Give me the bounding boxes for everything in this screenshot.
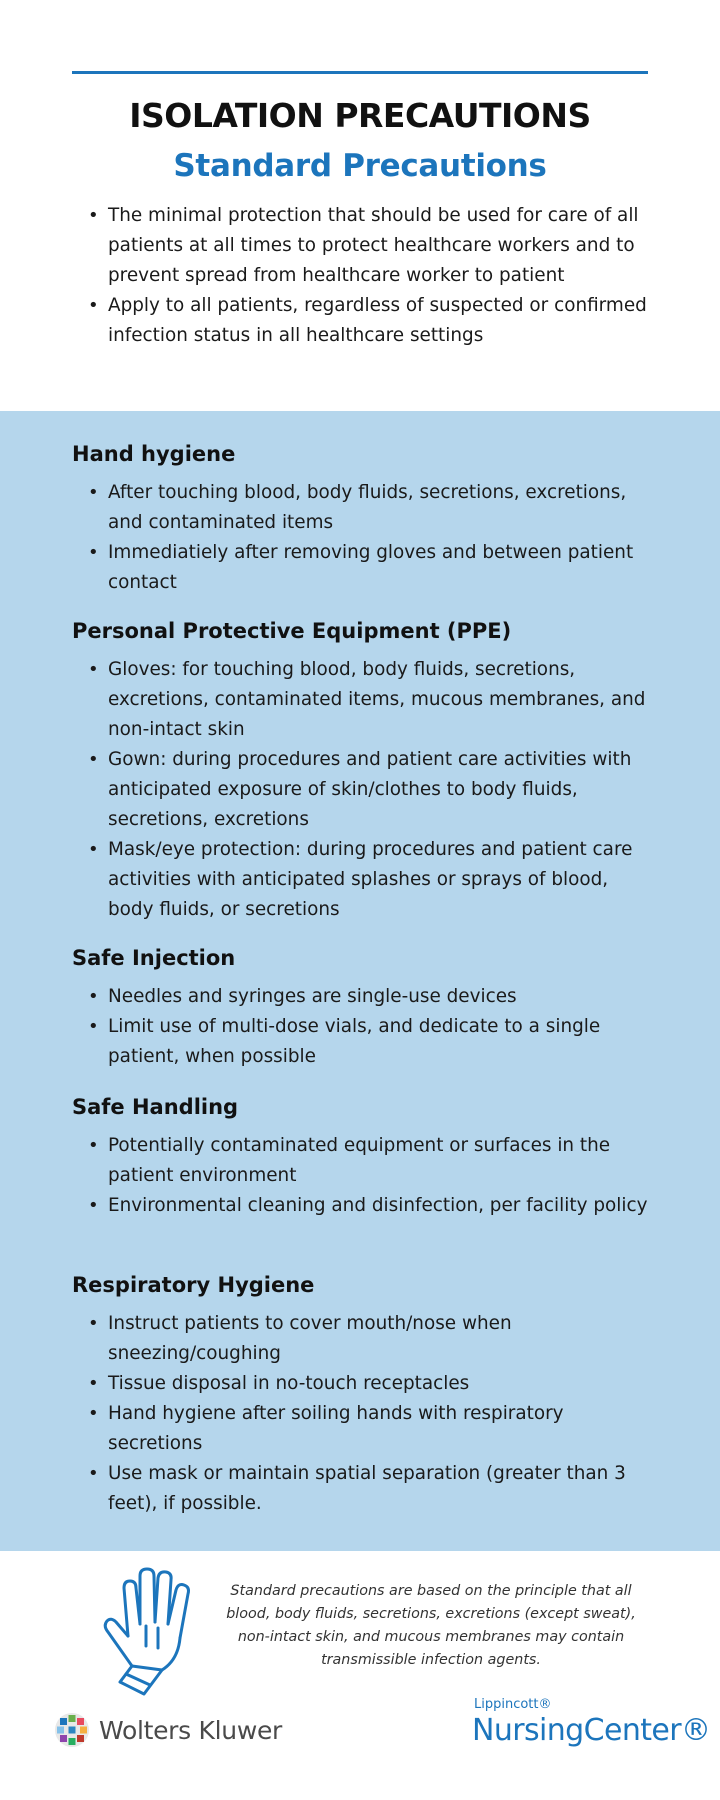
section-safe-handling (72, 1093, 672, 1221)
page-title: ISOLATION PRECAUTIONS (129, 96, 591, 135)
section-heading: Personal Protective Equipment (PPE) (72, 619, 512, 643)
list-item: • Limit use of multi-dose vials, and dedicate to a single patient, when possible (88, 1012, 656, 1072)
intro-item: • Apply to all patients, regardless of suspected or confirmed infection status in all healthcare settings (88, 291, 668, 351)
section-safe-injection (72, 944, 672, 1072)
section-heading: Respiratory Hygiene (72, 1273, 315, 1297)
list-item: • Immediatiely after removing gloves and between patient contact (88, 538, 656, 598)
section-respiratory-hygiene (72, 1271, 672, 1519)
list-item: • Hand hygiene after soiling hands with respiratory secretions (88, 1399, 656, 1459)
section-ppe (72, 617, 672, 925)
list-item: • Instruct patients to cover mouth/nose when sneezing/coughing (88, 1309, 656, 1369)
list-item: • After touching blood, body fluids, secretions, excretions, and contaminated items (88, 478, 656, 538)
section-list (88, 655, 656, 925)
nursingcenter-logo (472, 1697, 711, 1750)
section-hand-hygiene (72, 440, 672, 598)
section-list (88, 1131, 656, 1221)
footnote: Standard precautions are based on the principle that all blood, body fluids, secretions, excretions (except sweat), non-intact skin, and mucous membranes may contain transmissible infection agents. (226, 1583, 636, 1668)
brand-small: Lippincott® (474, 1697, 552, 1712)
list-item: • Environmental cleaning and disinfection, per facility policy (88, 1191, 656, 1221)
section-heading: Safe Injection (72, 946, 236, 970)
glove-icon (100, 1566, 220, 1696)
list-item: • Potentially contaminated equipment or surfaces in the patient environment (88, 1131, 656, 1191)
publisher-name: Wolters Kluwer (99, 1715, 283, 1745)
list-item: • Use mask or maintain spatial separation (greater than 3 feet), if possible. (88, 1459, 656, 1519)
intro-list (88, 201, 668, 351)
section-list (88, 982, 656, 1072)
list-item: • Mask/eye protection: during procedures and patient care activities with anticipated splashes or sprays of blood, body fluids, or secretions (88, 835, 656, 925)
section-heading: Safe Handling (72, 1095, 239, 1119)
intro-item: • The minimal protection that should be used for care of all patients at all times to protect healthcare workers and to prevent spread from healthcare worker to patient (88, 201, 668, 291)
brand-large: NursingCenter® (472, 1713, 711, 1748)
section-list (88, 1309, 656, 1519)
section-heading: Hand hygiene (72, 442, 236, 466)
list-item: • Tissue disposal in no-touch receptacles (88, 1369, 656, 1399)
list-item: • Needles and syringes are single-use devices (88, 982, 656, 1012)
top-divider (72, 71, 648, 74)
page-subtitle: Standard Precautions (173, 148, 547, 184)
wolters-kluwer-logo (54, 1710, 282, 1750)
wolters-kluwer-mark-icon (54, 1712, 90, 1748)
list-item: • Gloves: for touching blood, body fluids, secretions, excretions, contaminated items, mucous membranes, and non-intact skin (88, 655, 656, 745)
section-list (88, 478, 656, 598)
list-item: • Gown: during procedures and patient care activities with anticipated exposure of skin/clothes to body fluids, secretions, excretions (88, 745, 656, 835)
